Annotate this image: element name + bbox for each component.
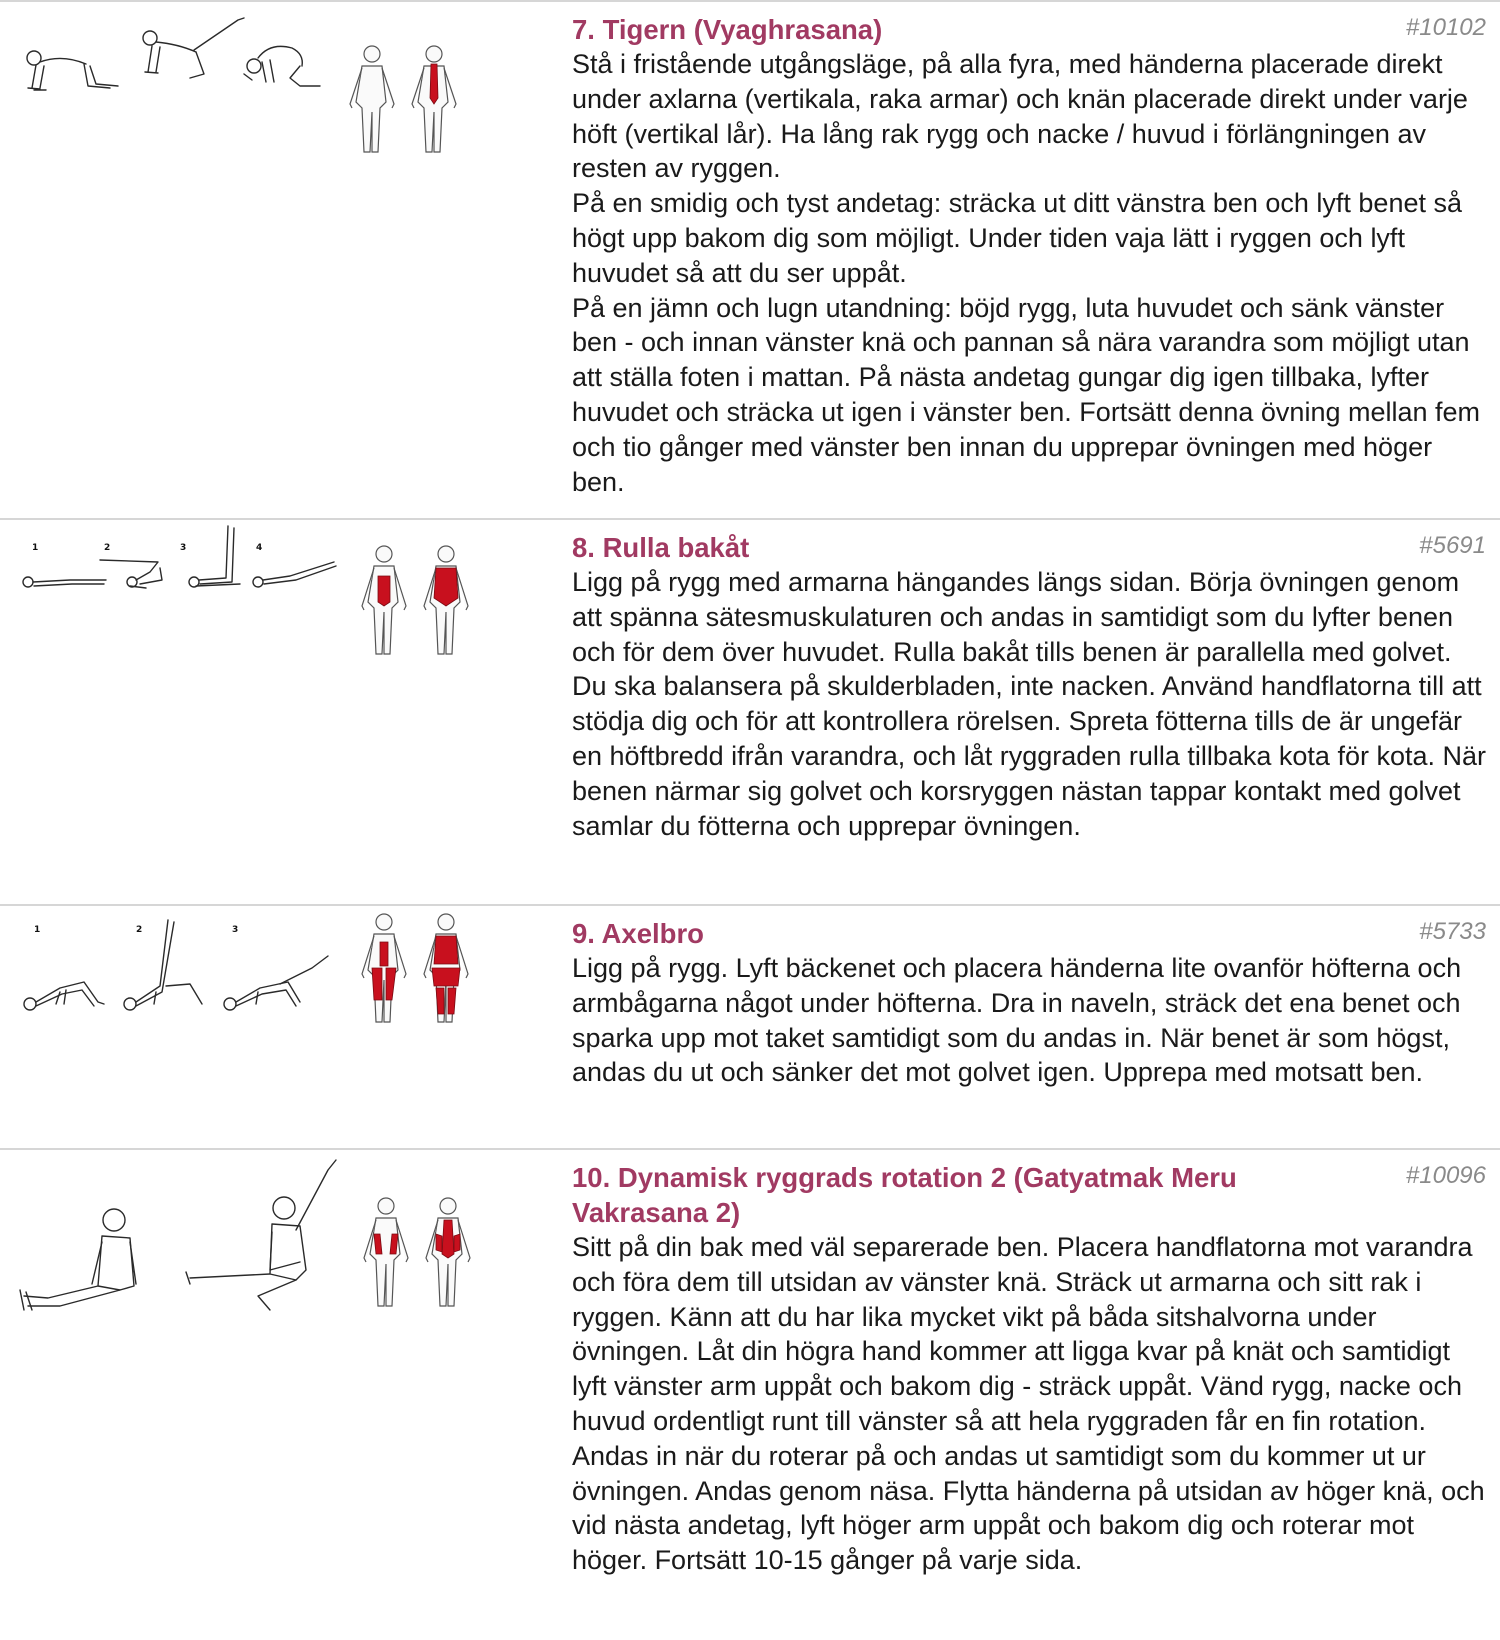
pose-figure-3	[244, 46, 320, 86]
exercise-card	[0, 1148, 1500, 1640]
exercise-title: 8. Rulla bakåt	[572, 532, 750, 563]
exercise-description	[572, 1230, 1486, 1578]
exercise-text	[572, 916, 1486, 1090]
description-paragraph: På en jämn och lugn utandning: böjd rygg, luta huvudet och sänk vänster ben - och innan vänster knä och pannan så nära varandra som möjligt utan att ställa foten i mattan. På nästa andetag gungar dig igen tillbaka, lyfter huvudet och sträcka ut igen i vänster ben. Fortsätt denna övning mellan fem och tio gånger med vänster ben innan du upprepar övningen med höger ben.	[572, 292, 1481, 497]
pose-figure-2	[186, 1160, 336, 1310]
pose-figure-4	[253, 562, 336, 587]
exercise-description	[572, 565, 1486, 843]
exercise-illustration	[0, 2, 560, 202]
pose-figure-3	[189, 526, 240, 587]
exercise-figures	[0, 906, 560, 1106]
anatomy-back	[426, 1198, 470, 1306]
exercise-card	[0, 518, 1500, 904]
exercise-illustration	[0, 906, 560, 1106]
step-number: 3	[232, 925, 239, 935]
anatomy-front	[350, 46, 394, 152]
step-number: 3	[180, 543, 187, 553]
exercise-figures	[0, 2, 560, 202]
exercise-text	[572, 530, 1486, 843]
step-number: 4	[256, 543, 263, 553]
description-paragraph: På en smidig och tyst andetag: sträcka ut ditt vänstra ben och lyft benet så högt upp bakom dig som möjligt. Under tiden vaja lätt i ryggen och lyft huvudet så att du ser uppåt.	[572, 188, 1462, 288]
pose-figure-1	[20, 1209, 136, 1310]
anatomy-front	[362, 546, 406, 654]
description-paragraph: Sitt på din bak med väl separerade ben. Placera handflatorna mot varandra och föra dem till utsidan av vänster knä. Sträck ut armarna och sitt rak i ryggen. Känn att du har lika mycket vikt på båda sitshalvorna under övningen. Låt din högra hand kommer att ligga kvar på knät och samtidigt lyft vänster arm uppåt och bakom dig - sträck uppåt. Vänd rygg, nacke och huvud ordentligt runt till vänster så att hela ryggraden får en fin rotation. Andas in när du roterar på och andas ut samtidigt som du kommer ut ur övningen. Andas genom näsa. Flytta händerna på utsidan av höger knä, och vid nästa andetag, lyft höger arm uppåt och bakom dig och roterar mot höger. Fortsätt 10-15 gånger på varje sida.	[572, 1232, 1485, 1576]
exercise-text	[572, 1160, 1486, 1578]
description-paragraph: Ligg på rygg. Lyft bäckenet och placera händerna lite ovanför höfterna och armbågarna något under höfterna. Dra in naveln, sträck det ena benet och sparka upp mot taket samtidigt som du andas in. När benet är som högst, andas du ut och sänker det mot golvet igen. Upprepa med motsatt ben.	[572, 953, 1462, 1088]
description-paragraph: Stå i fristående utgångsläge, på alla fyra, med händerna placerade direkt under axlarna (vertikala, raka armar) och knän placerade direkt under varje höft (vertikal lår). Ha lång rak rygg och nacke / huvud i förlängningen av resten av ryggen.	[572, 49, 1468, 184]
exercise-id: #5691	[1419, 532, 1486, 559]
exercise-card	[0, 0, 1500, 518]
exercise-text	[572, 12, 1486, 499]
exercise-description	[572, 47, 1486, 499]
step-number: 2	[104, 543, 111, 553]
exercise-card	[0, 904, 1500, 1148]
exercise-illustration	[0, 520, 560, 720]
pose-figure-1	[27, 51, 118, 90]
exercise-title: 10. Dynamisk ryggrads rotation 2 (Gatyatmak Meru Vakrasana 2)	[572, 1162, 1237, 1228]
exercise-figures	[0, 520, 560, 720]
anatomy-front	[364, 1198, 408, 1306]
exercise-id: #10096	[1405, 1162, 1486, 1189]
anatomy-back	[424, 914, 468, 1022]
step-number: 1	[34, 925, 41, 935]
step-number: 1	[32, 543, 39, 553]
exercise-id: #10102	[1405, 14, 1486, 41]
pose-figure-2	[143, 18, 244, 78]
pose-figure-2	[100, 560, 162, 588]
exercise-id: #5733	[1419, 918, 1486, 945]
exercise-title: 9. Axelbro	[572, 918, 704, 949]
step-number: 2	[136, 925, 143, 935]
pose-figure-1	[24, 982, 104, 1010]
pose-figure-3	[224, 956, 328, 1010]
anatomy-back	[412, 46, 456, 152]
anatomy-back	[424, 546, 468, 654]
description-paragraph: Ligg på rygg med armarna hängandes längs sidan. Börja övningen genom att spänna sätesmuskulaturen och andas in samtidigt som du lyfter benen och för dem över huvudet. Rulla bakåt tills benen är parallella med golvet. Du ska balansera på skulderbladen, inte nacken. Använd handflatorna till att stödja dig och för att kontrollera rörelsen. Spreta fötterna tills de är ungefär en höftbredd ifrån varandra, och låt ryggraden rulla tillbaka kota för kota. När benen närmar sig golvet och korsryggen nästan tappar kontakt med golvet samlar du fötterna och upprepar övningen.	[572, 567, 1487, 841]
exercise-title: 7. Tigern (Vyaghrasana)	[572, 14, 883, 45]
anatomy-front	[362, 914, 406, 1022]
exercise-figures	[0, 1150, 560, 1350]
exercise-illustration	[0, 1150, 560, 1350]
exercise-description	[572, 951, 1486, 1090]
pose-figure-1	[23, 577, 106, 587]
